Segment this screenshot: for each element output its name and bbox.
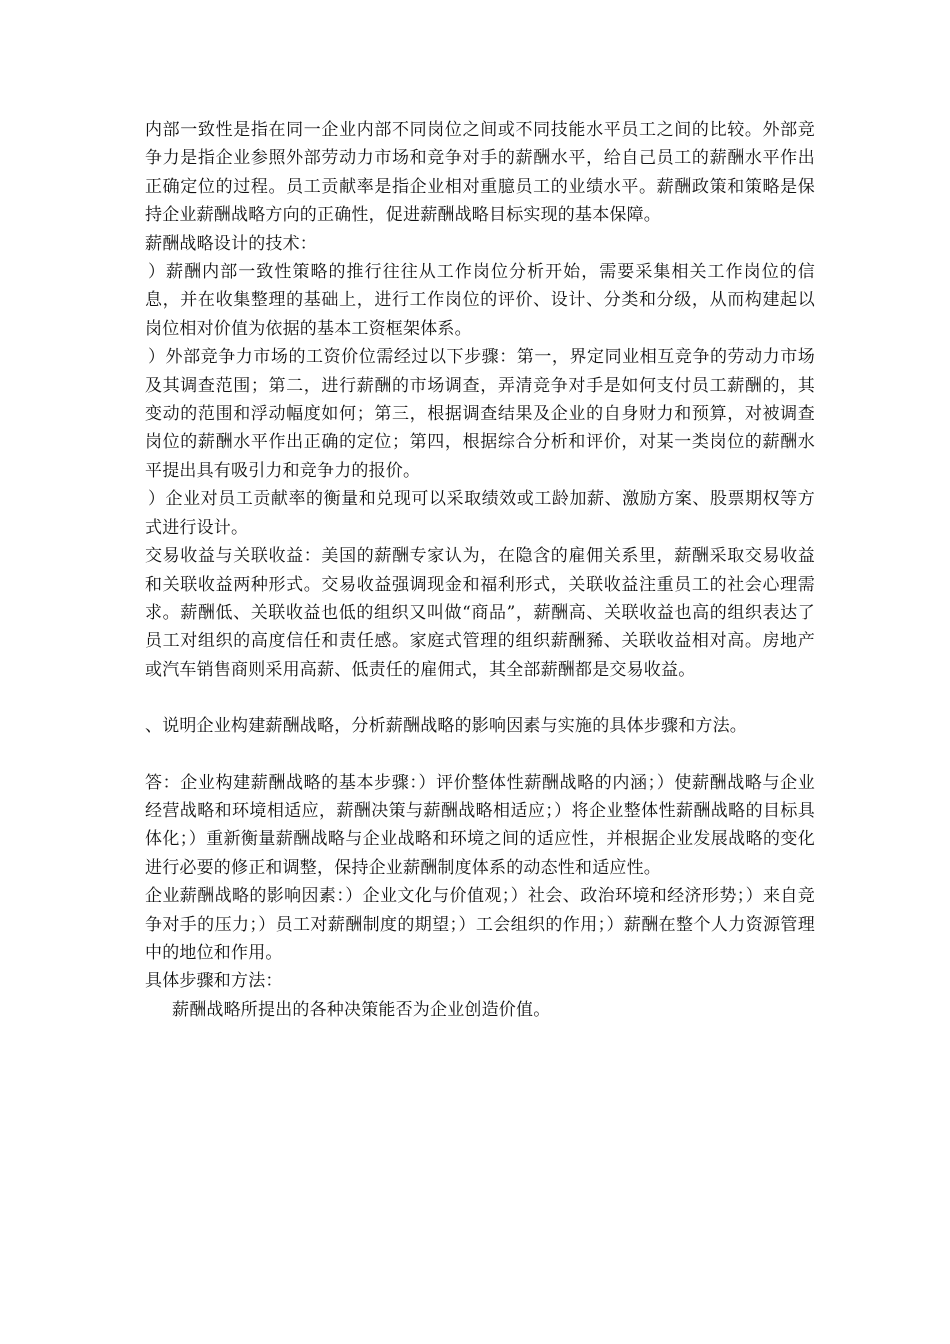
paragraph-employee-contribution: ）企业对员工贡献率的衡量和兑现可以采取绩效或工龄加薪、激励方案、股票期权等方式进行设计。 <box>145 489 815 538</box>
paragraph-internal-consistency: ）薪酬内部一致性策略的推行往往从工作岗位分析开始，需要采集相关工作岗位的信息，并在收集整理的基础上，进行工作岗位的评价、设计、分类和分级，从而构建起以岗位相对价值为依据的基本工资框架体系。 <box>145 262 815 339</box>
paragraph-external-competitiveness: ）外部竞争力市场的工资价位需经过以下步骤：第一，界定同业相互竞争的劳动力市场及其调查范围；第二，进行薪酬的市场调查，弄清竞争对手是如何支付员工薪酬的，其变动的范围和浮动幅度如何；第三，根据调查结果及企业的自身财力和预算，对被调查岗位的薪酬水平作出正确的定位；第四，根据综合分析和评价，对某一类岗位的薪酬水平提出具有吸引力和竞争力的报价。 <box>145 347 815 481</box>
paragraph-answer-steps: 答：企业构建薪酬战略的基本步骤：）评价整体性薪酬战略的内涵；）使薪酬战略与企业经营战略和环境相适应，薪酬决策与薪酬战略相适应；）将企业整体性薪酬战略的目标具体化；）重新衡量薪酬战略与企业战略和环境之间的适应性，并根据企业发展战略的变化进行必要的修正和调整，保持企业薪酬制度体系的动态性和适应性。 <box>145 772 815 878</box>
paragraph-methods-item: 薪酬战略所提出的各种决策能否为企业创造价值。 <box>172 999 551 1020</box>
paragraph-methods-heading: 具体步骤和方法： <box>145 971 283 992</box>
paragraph-influencing-factors: 企业薪酬战略的影响因素：）企业文化与价值观；）社会、政治环境和经济形势；）来自竞争对手的压力；）员工对薪酬制度的期望；）工会组织的作用；）薪酬在整个人力资源管理中的地位和作用。 <box>145 886 815 963</box>
question-heading: 、说明企业构建薪酬战略，分析薪酬战略的影响因素与实施的具体步骤和方法。 <box>145 716 747 737</box>
paragraph-design-techniques-heading: 薪酬战略设计的技术： <box>145 233 317 254</box>
document-body <box>145 116 815 1024</box>
paragraph-definitions: 内部一致性是指在同一企业内部不同岗位之间或不同技能水平员工之间的比较。外部竞争力是指企业参照外部劳动力市场和竞争对手的薪酬水平，给自己员工的薪酬水平作出正确定位的过程。员工贡献率是指企业相对重臆员工的业绩水平。薪酬政策和策略是保持企业薪酬战略方向的正确性，促进薪酬战略目标实现的基本保障。 <box>145 120 815 226</box>
paragraph-transactional-relational-returns: 交易收益与关联收益：美国的薪酬专家认为，在隐含的雇佣关系里，薪酬采取交易收益和关联收益两种形式。交易收益强调现金和福利形式，关联收益注重员工的社会心理需求。薪酬低、关联收益也低的组织又叫做“商品”，薪酬高、关联收益也高的组织表达了员工对组织的高度信任和责任感。家庭式管理的组织薪酬豨、关联收益相对高。房地产或汽车销售商则采用高薪、低责任的雇佣式，其全部薪酬都是交易收益。 <box>145 546 815 680</box>
